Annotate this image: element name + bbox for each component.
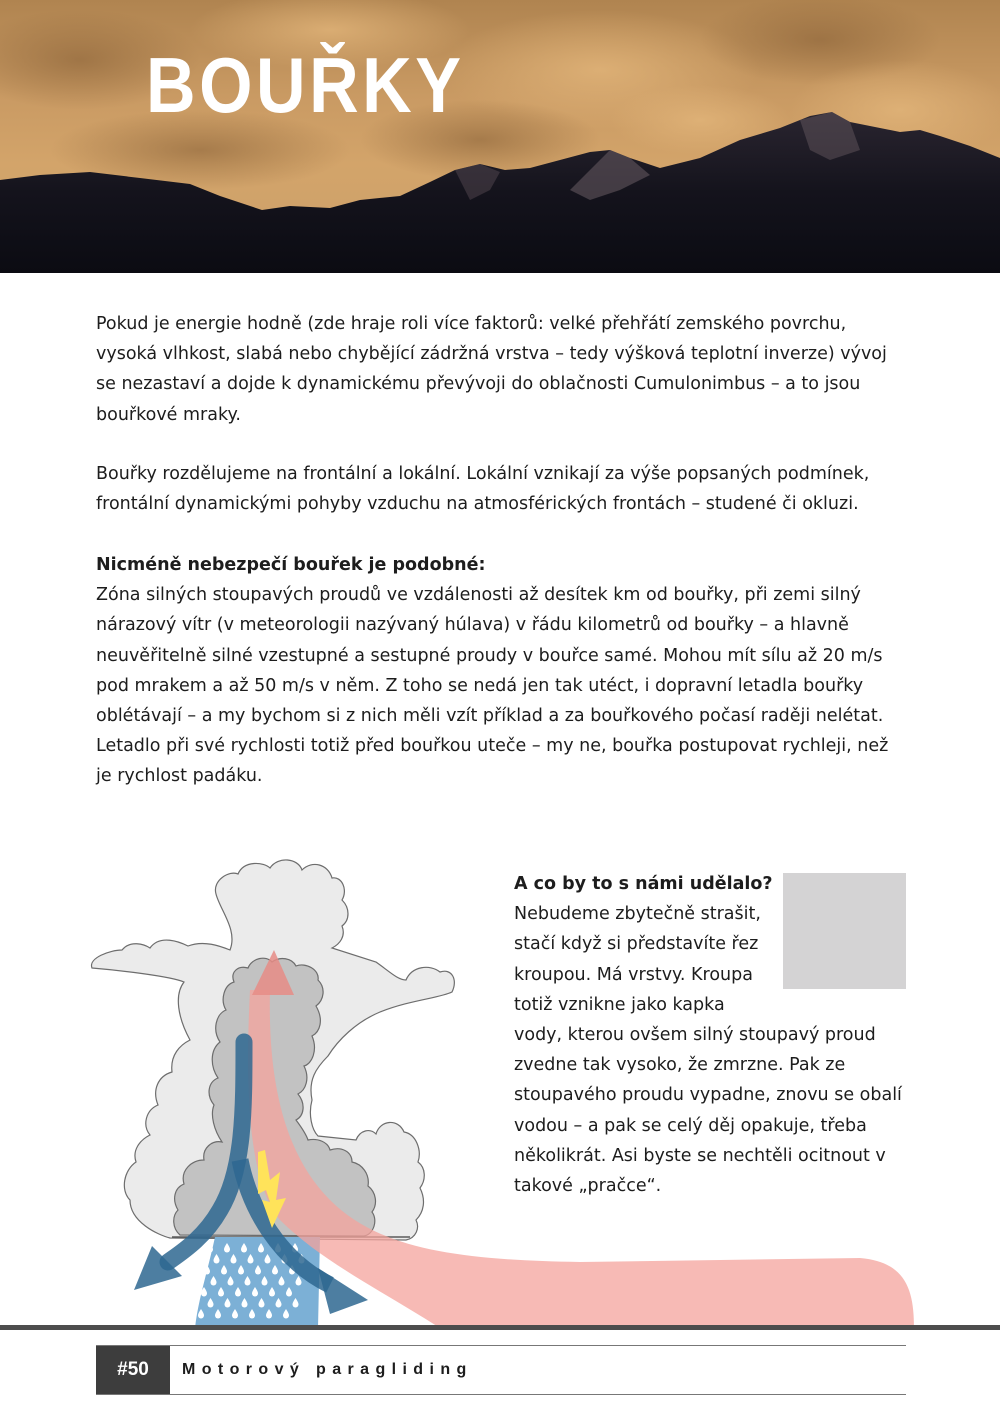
section-heading: Nicméně nebezpečí bouřek je podobné: <box>96 555 486 575</box>
text-line: vodou – a pak se celý děj opakuje, třeba <box>514 1115 867 1136</box>
text-line: kroupou. Má vrstvy. Kroupa <box>514 964 753 985</box>
text-line: vody, kterou ovšem silný stoupavý proud <box>514 1025 876 1046</box>
paragraph-text: Zóna silných stoupavých proudů ve vzdálenosti až desítek km od bouřky, při zemi silný nárazový vítr (v meteorologii nazývaný húlava) v řádu kilometrů od bouřky – a hlavně neuvěřitelně silné vzestupné a sestupné proudy v bouřce samé. Mohou mít sílu až 20 m/s pod mrakem a až 50 m/s v něm. Z toho se nedá jen tak utéct, i dopravní letadla bouřky oblétávají – a my bychom si z nich měli vzít příklad a za bouřkového počasí raději nelétat. Letadlo při své rychlosti totiž před bouřkou uteče – my ne, bouřka postupovat rychleji, než je rychlost padáku. <box>96 585 889 787</box>
page-number: #50 <box>96 1346 170 1394</box>
sidebar-heading: A co by to s námi udělalo? <box>514 874 773 894</box>
text-line: stačí když si představíte řez <box>514 934 759 955</box>
wide-text-block <box>514 1020 909 1201</box>
rain-drops <box>80 850 84 856</box>
paragraph-text: Pokud je energie hodně (zde hraje roli více faktorů: velké přehřátí zemského povrchu, vysoká vlhkost, slabá nebo chybějící zádržná vrstva – tedy výšková teplotní inverze) vývoj se nezastaví a dojde k dynamickému převývoji do oblačnosti Cumulonimbus – a to jsou bouřkové mraky. <box>96 314 887 425</box>
text-line: několikrát. Asi byste se nechtěli ocitnout v <box>514 1145 886 1166</box>
hail-explanation <box>514 869 909 1201</box>
text-line: stoupavého proudu vypadne, znovu se obalí <box>514 1085 902 1106</box>
page-footer <box>96 1345 906 1395</box>
page-title: BOUŘKY <box>146 41 465 129</box>
text-line: totiž vznikne jako kapka <box>514 994 725 1015</box>
text-line: zvedne tak vysoko, že zmrzne. Pak ze <box>514 1055 846 1076</box>
paragraph-types <box>96 459 906 519</box>
publication-title: Motorový paragliding <box>182 1361 473 1378</box>
paragraph-text: Bouřky rozdělujeme na frontální a lokální. Lokální vznikají za výše popsaných podmínek, frontální dynamickými pohyby vzduchu na atmosférických frontách – studené či okluzi. <box>96 464 870 515</box>
narrow-text-block <box>514 899 779 1020</box>
paragraph-danger <box>96 550 906 792</box>
text-line: Nebudeme zbytečně strašit, <box>514 904 761 925</box>
footer-divider <box>0 1325 1000 1330</box>
paragraph-intro <box>96 309 906 430</box>
header-banner <box>0 0 1000 273</box>
text-line: takové „pračce“. <box>514 1176 662 1197</box>
rain-drop <box>207 1243 213 1253</box>
